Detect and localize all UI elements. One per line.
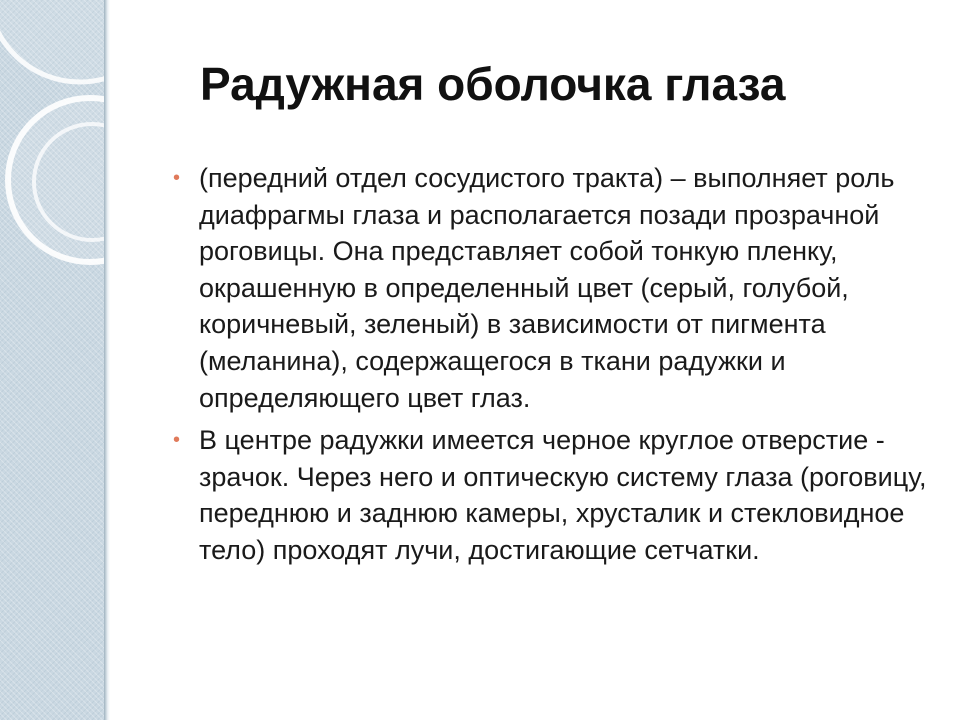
decorative-arc-top [0,0,104,82]
bullet-item [172,422,940,568]
slide-title: Радужная оболочка глаза [200,58,786,110]
bullet-text: (передний отдел сосудистого тракта) – выполняет роль диафрагмы глаза и располагается позади прозрачной роговицы. Она представляет собой тонкую пленку, окрашенную в определенный цвет (серый, голубой, коричневый, зеленый) в зависимости от пигмента (меланина), содержащегося в ткани радужки и определяющего цвет глаз. [199,163,895,413]
bullet-text: В центре радужки имеется черное круглое отверстие - зрачок. Через него и оптическую систему глаза (роговицу, переднюю и заднюю камеры, хрусталик и стекловидное тело) проходят лучи, достигающие сетчатки. [199,425,927,565]
sidebar-edge [104,0,110,720]
decorative-circles [0,0,104,720]
bullet-marker: • [173,429,181,452]
bullet-item [172,160,940,416]
bullet-list [172,160,940,575]
bullet-marker: • [173,167,181,189]
decorative-sidebar [0,0,104,720]
